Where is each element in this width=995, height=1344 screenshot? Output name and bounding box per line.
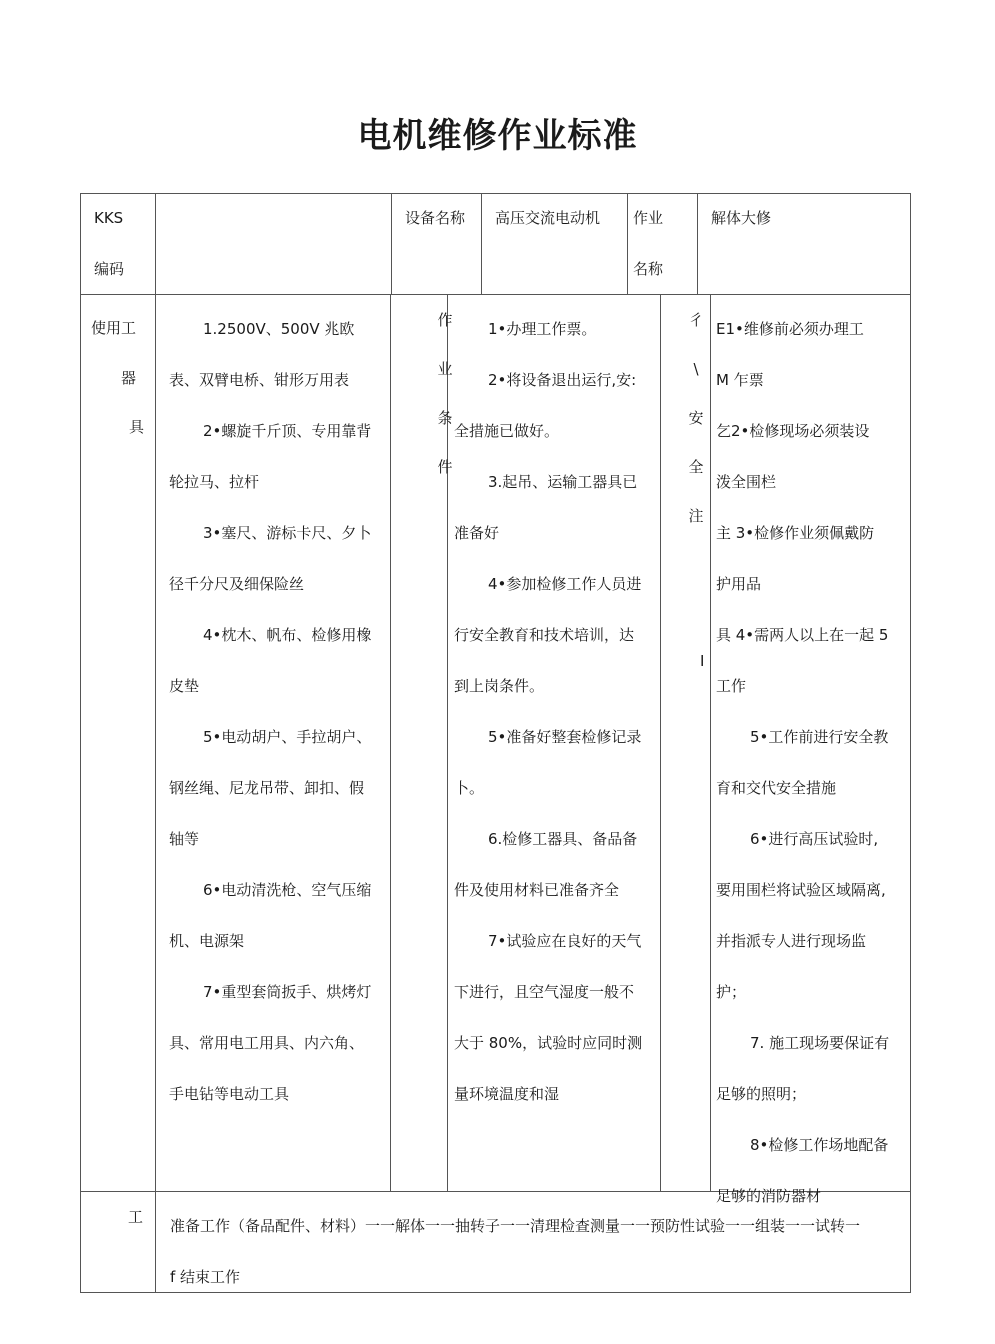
conditions-line: 3.起吊、运输工器具已 <box>488 473 638 491</box>
tools-label-line2: 器 <box>121 369 137 387</box>
col-divider-b1 <box>390 294 391 1191</box>
safety-line: 6•进行高压试验时, <box>750 830 879 848</box>
safety-cell <box>712 296 910 1205</box>
conditions-line: 1•办理工作票。 <box>488 320 597 338</box>
conditions-line: 6.检修工器具、备品备 <box>488 830 638 848</box>
safety-line: 育和交代安全措施 <box>716 779 837 797</box>
conditions-label-char: 条 <box>437 409 453 427</box>
safety-list <box>716 304 889 1222</box>
conditions-list <box>454 304 642 1120</box>
conditions-line: 5•准备好整套检修记录 <box>488 728 642 746</box>
process-line1: 准备工作（备品配件、材料）一一解体一一抽转子一一清理检查测量一一预防性试验一一组装一一试转一 <box>170 1217 861 1235</box>
col-divider-h4 <box>697 193 698 294</box>
process-line2: f 结束工作 <box>170 1268 241 1286</box>
table-border-left <box>80 193 81 1293</box>
tools-line: 6•电动清洗枪、空气压缩 <box>203 881 372 899</box>
table-border-right <box>910 193 911 1293</box>
process-label: 工 <box>128 1208 144 1226</box>
safety-label-char: 安 <box>688 409 704 427</box>
conditions-line: 准备好 <box>454 524 500 542</box>
conditions-line: 卜。 <box>454 779 485 797</box>
tools-line: 具、常用电工用具、内六角、 <box>169 1034 365 1052</box>
conditions-label-char: 作 <box>437 311 453 329</box>
conditions-label <box>435 296 455 492</box>
safety-line: 足够的照明； <box>716 1085 807 1103</box>
safety-label <box>686 296 706 541</box>
tools-list <box>169 304 371 1120</box>
safety-line: 工作 <box>716 677 747 695</box>
safety-line: 主 3•检修作业须佩戴防 <box>716 524 875 542</box>
safety-line: 5•工作前进行安全教 <box>750 728 889 746</box>
conditions-line: 大于 80%，试验时应同时测 <box>454 1034 643 1052</box>
safety-line: 足够的消防器材 <box>716 1187 822 1205</box>
tools-line: 表、双臂电桥、钳形万用表 <box>169 371 350 389</box>
col-divider-b3 <box>660 294 661 1191</box>
job-name-label-line2: 名称 <box>633 260 664 278</box>
conditions-line: 2•将设备退出运行,安: <box>488 371 637 389</box>
tools-line: 轮拉马、拉杆 <box>169 473 260 491</box>
safety-line: 具 4•需两人以上在一起 5 <box>716 626 889 644</box>
safety-label-mark: I <box>700 652 705 670</box>
safety-label-char: 全 <box>688 458 704 476</box>
tools-label-line3: 具 <box>129 418 145 436</box>
col-divider-h3 <box>627 193 628 294</box>
col-divider-h1 <box>391 193 392 294</box>
safety-label-char: 彳 <box>688 311 704 329</box>
conditions-line: 全措施已做好。 <box>454 422 560 440</box>
conditions-line: 4•参加检修工作人员进 <box>488 575 642 593</box>
safety-line: 并指派专人进行现场监 <box>716 932 867 950</box>
tools-line: 机、电源架 <box>169 932 245 950</box>
device-name-value: 高压交流电动机 <box>495 209 601 227</box>
tools-line: 皮垫 <box>169 677 200 695</box>
kks-label-line2: 编码 <box>94 260 125 278</box>
row-divider-header <box>80 294 911 295</box>
tools-line: 5•电动胡户、手拉胡户、 <box>203 728 372 746</box>
tools-line: 2•螺旋千斤顶、专用靠背 <box>203 422 372 440</box>
tools-line: 手电钻等电动工具 <box>169 1085 290 1103</box>
safety-line: 护； <box>716 983 747 1001</box>
safety-line: 泼全围栏 <box>716 473 777 491</box>
kks-label-line1: KKS <box>94 209 124 227</box>
safety-line: 护用品 <box>716 575 762 593</box>
conditions-label-char: 业 <box>437 360 453 378</box>
safety-label-char: 注 <box>688 507 704 525</box>
col-divider-h2 <box>481 193 482 294</box>
tools-line: 3•塞尺、游标卡尺、夕卜 <box>203 524 372 542</box>
safety-line: M 乍票 <box>716 371 764 389</box>
safety-line: 7. 施工现场要保证有 <box>750 1034 890 1052</box>
tools-line: 轴等 <box>169 830 200 848</box>
conditions-line: 到上岗条件。 <box>454 677 545 695</box>
safety-line: 要用围栏将试验区域隔离, <box>716 881 886 899</box>
job-name-label-line1: 作业 <box>633 209 664 227</box>
page-title: 电机维修作业标准 <box>357 116 638 156</box>
device-name-label: 设备名称 <box>405 209 466 227</box>
conditions-line: 下进行，且空气湿度一般不 <box>454 983 635 1001</box>
conditions-line: 量环境温度和湿 <box>454 1085 560 1103</box>
conditions-label-char: 件 <box>437 458 453 476</box>
safety-line: 乞2•检修现场必须装设 <box>716 422 870 440</box>
tools-line: 钢丝绳、尼龙吊带、卸扣、假 <box>169 779 365 797</box>
tools-label-line1: 使用工 <box>91 319 137 337</box>
safety-label-char: \ <box>693 360 699 378</box>
tools-line: 1.2500V、500V 兆欧 <box>203 320 355 338</box>
tools-line: 4•枕木、帆布、检修用橡 <box>203 626 372 644</box>
safety-line: 8•检修工作场地配备 <box>750 1136 889 1154</box>
tools-line: 径千分尺及细保险丝 <box>169 575 305 593</box>
conditions-line: 件及使用材料已准备齐全 <box>454 881 620 899</box>
col-divider-b4 <box>710 294 711 1191</box>
safety-line: E1•维修前必须办理工 <box>716 320 864 338</box>
col-divider-label <box>155 193 156 1293</box>
conditions-line: 行安全教育和技术培训，达 <box>454 626 635 644</box>
conditions-line: 7•试验应在良好的天气 <box>488 932 642 950</box>
tools-line: 7•重型套筒扳手、烘烤灯 <box>203 983 372 1001</box>
job-name-value: 解体大修 <box>711 209 772 227</box>
